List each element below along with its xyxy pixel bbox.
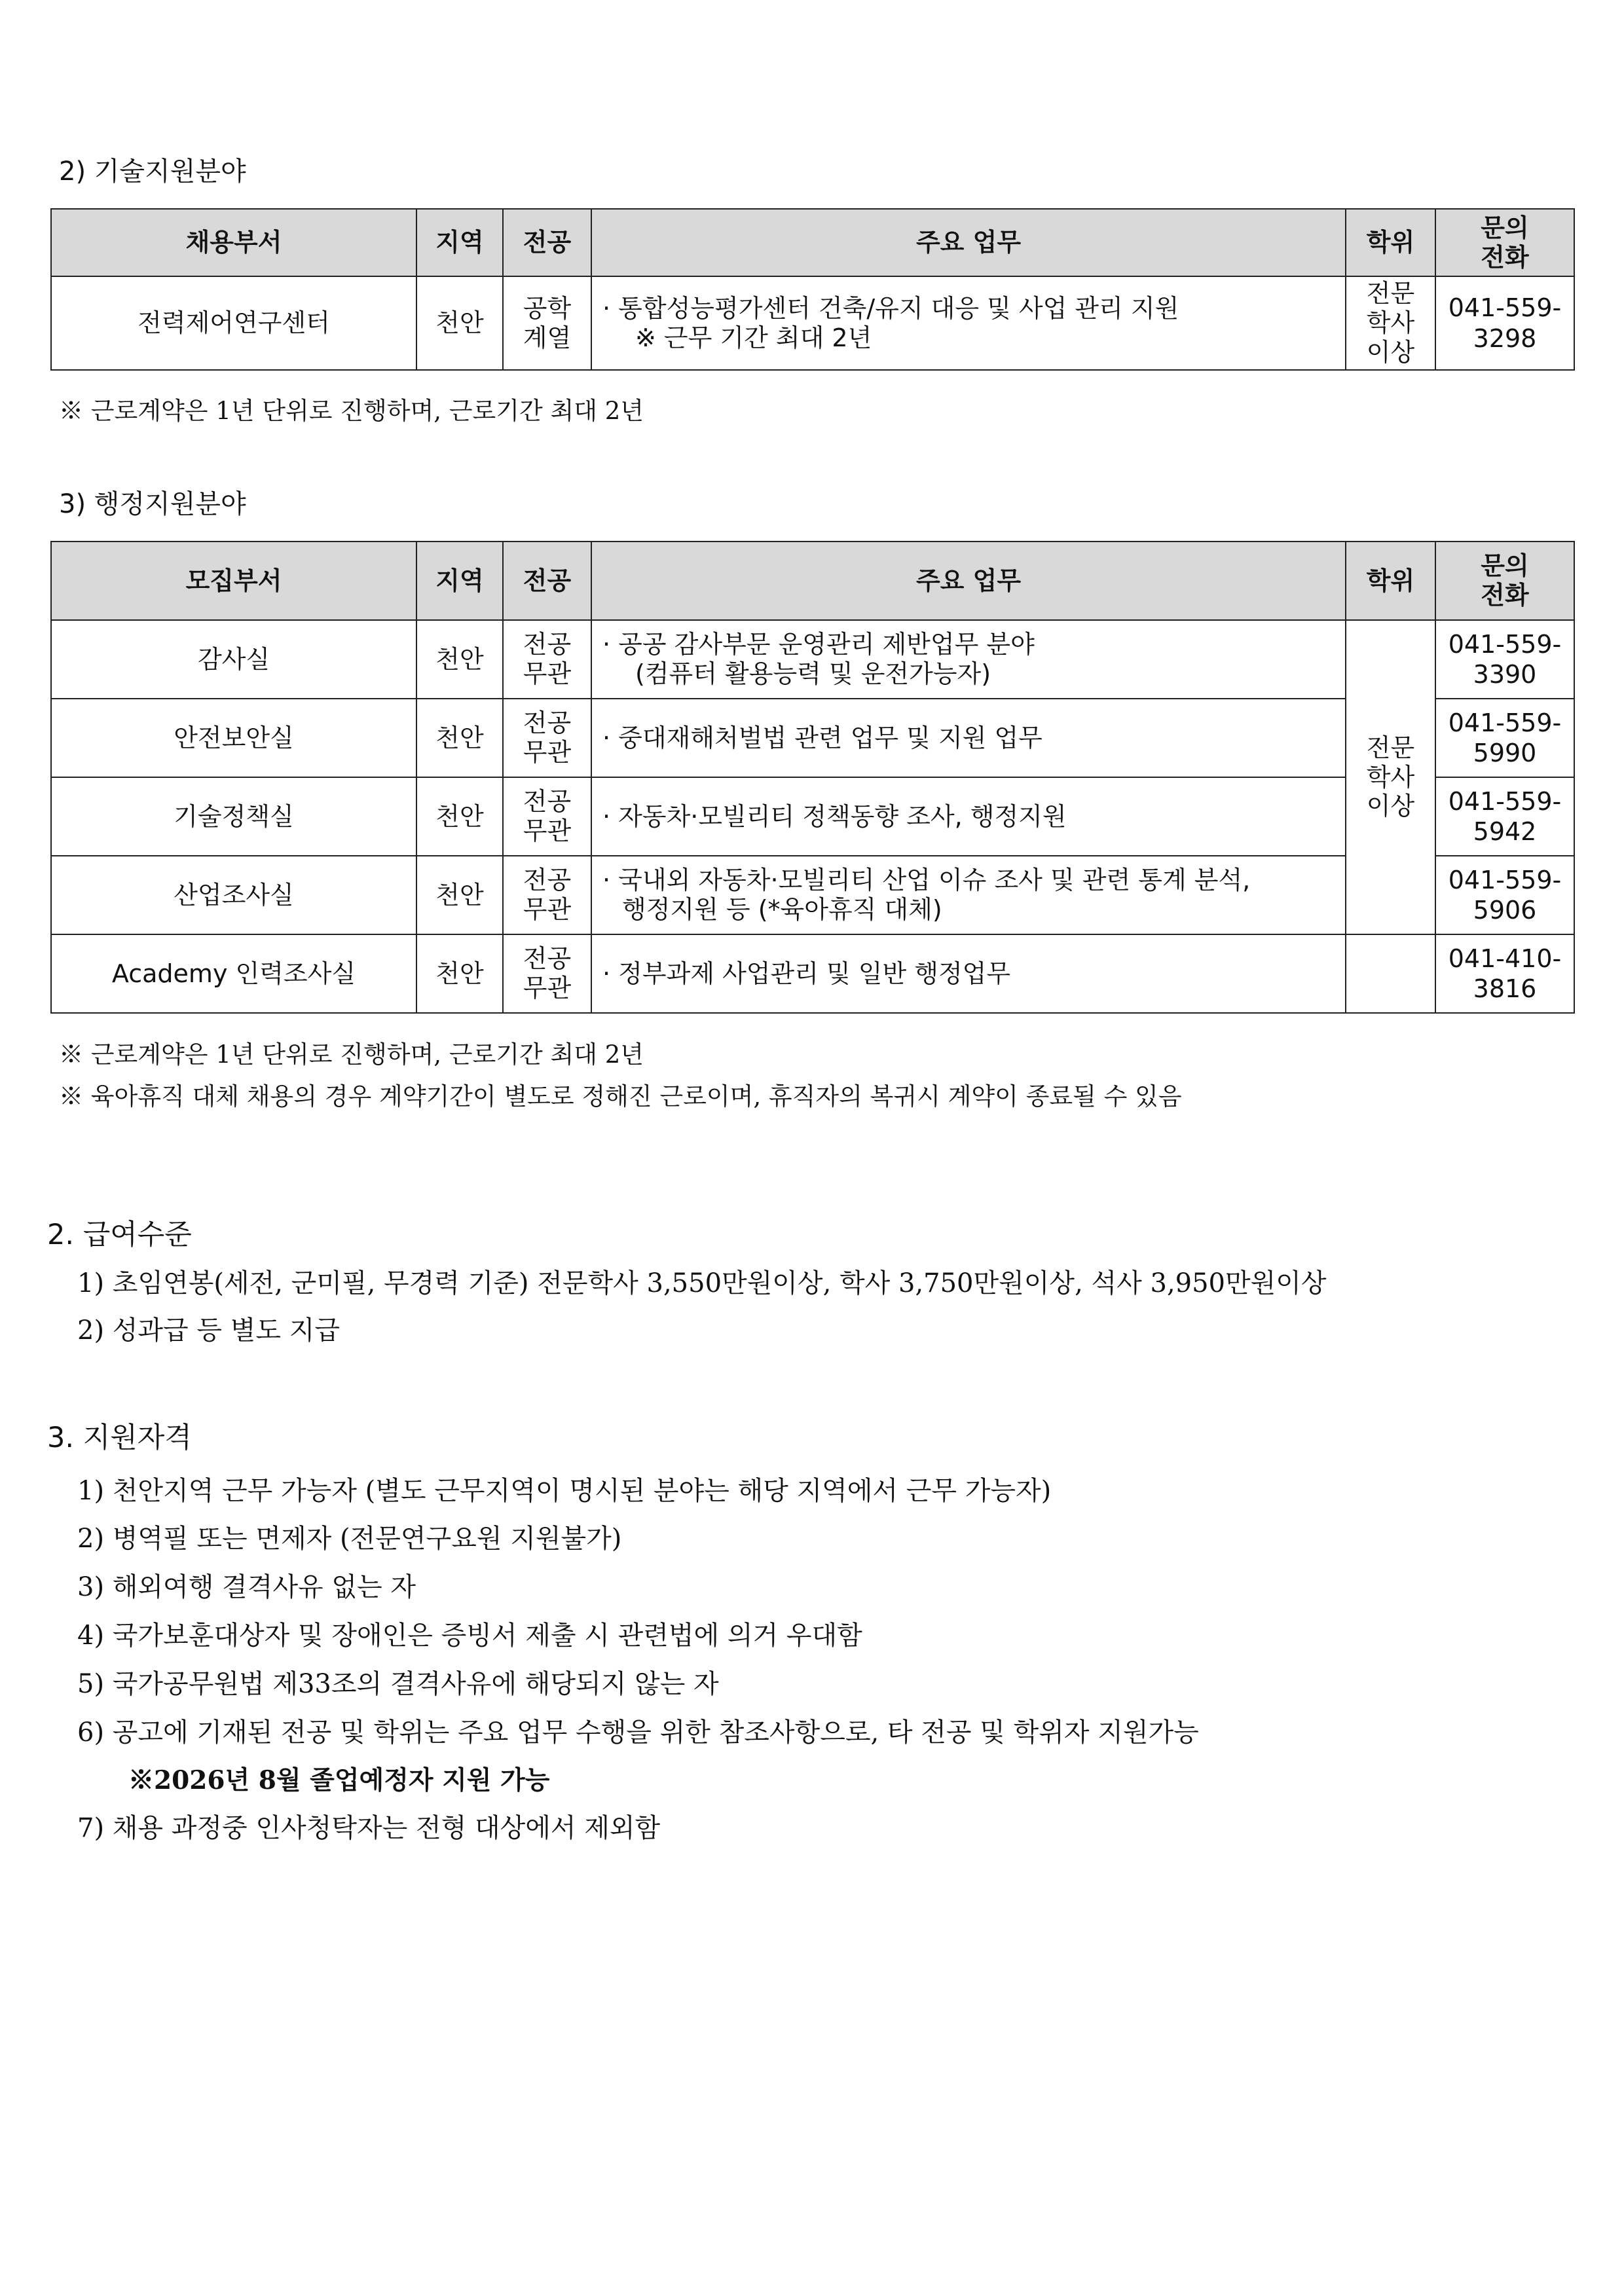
duty-line2: (컴퓨터 활용능력 및 운전가능자) bbox=[635, 659, 991, 688]
phone-cell bbox=[1435, 620, 1574, 699]
degree-line3: 이상 bbox=[1366, 792, 1415, 821]
header-duty: 주요 업무 bbox=[591, 209, 1346, 276]
qualification-item-4: 4) 국가보훈대상자 및 장애인은 증빙서 제출 시 관련법에 의거 우대함 bbox=[77, 1621, 862, 1651]
header-region: 지역 bbox=[416, 209, 503, 276]
degree-line2: 학사 bbox=[1366, 308, 1415, 338]
phone-cell bbox=[1435, 777, 1574, 856]
dept-cell: 전력제어연구센터 bbox=[51, 276, 416, 370]
phone-line1: 041-410- bbox=[1448, 944, 1562, 973]
region-cell: 천안 bbox=[416, 934, 503, 1013]
header-contact bbox=[1435, 209, 1574, 276]
phone-cell bbox=[1435, 856, 1574, 934]
header-contact-line2: 전화 bbox=[1481, 581, 1529, 610]
duty-cell bbox=[591, 699, 1346, 777]
major-line1: 전공 bbox=[523, 944, 572, 974]
salary-item-1: 1) 초임연봉(세전, 군미필, 무경력 기준) 전문학사 3,550만원이상, 학사 3,750만원이상, 석사 3,950만원이상 bbox=[77, 1268, 1327, 1298]
table-row bbox=[51, 276, 1574, 370]
header-degree: 학위 bbox=[1346, 209, 1435, 276]
major-line2: 무관 bbox=[523, 895, 572, 924]
header-contact-line1: 문의 bbox=[1481, 551, 1529, 581]
major-cell bbox=[503, 620, 591, 699]
region-cell: 천안 bbox=[416, 699, 503, 777]
qualification-heading: 3. 지원자격 bbox=[47, 1422, 192, 1454]
major-line1: 공학 bbox=[523, 293, 572, 323]
phone-line1: 041-559- bbox=[1448, 708, 1562, 737]
major-line1: 전공 bbox=[523, 787, 572, 817]
region-cell: 천안 bbox=[416, 620, 503, 699]
degree-line2: 학사 bbox=[1366, 762, 1415, 792]
qualification-item-5: 5) 국가공무원법 제33조의 결격사유에 해당되지 않는 자 bbox=[77, 1669, 719, 1699]
phone-line2: 5942 bbox=[1473, 817, 1537, 846]
major-line2: 무관 bbox=[523, 738, 572, 767]
phone-line2: 3390 bbox=[1473, 660, 1537, 689]
phone-line2: 3816 bbox=[1473, 974, 1537, 1003]
phone-line1: 041-559- bbox=[1448, 786, 1562, 816]
duty-line2: ※ 근무 기간 최대 2년 bbox=[635, 323, 872, 352]
tech-note: ※ 근로계약은 1년 단위로 진행하며, 근로기간 최대 2년 bbox=[59, 397, 644, 425]
region-cell: 천안 bbox=[416, 276, 503, 370]
phone-line2: 3298 bbox=[1473, 323, 1537, 353]
qualification-item-6: 6) 공고에 기재된 전공 및 학위는 주요 업무 수행을 위한 참조사항으로, 타 전공 및 학위자 지원가능 bbox=[77, 1717, 1199, 1748]
duty-cell bbox=[591, 276, 1346, 370]
salary-item-2: 2) 성과급 등 별도 지급 bbox=[77, 1315, 341, 1346]
phone-cell bbox=[1435, 934, 1574, 1013]
qualification-item-1: 1) 천안지역 근무 가능자 (별도 근무지역이 명시된 분야는 해당 지역에서 근무 가능자) bbox=[77, 1476, 1052, 1506]
major-line2: 계열 bbox=[523, 323, 572, 352]
major-line1: 전공 bbox=[523, 866, 572, 895]
region-cell: 천안 bbox=[416, 856, 503, 934]
major-cell bbox=[503, 856, 591, 934]
major-line1: 전공 bbox=[523, 708, 572, 738]
qualification-item-3: 3) 해외여행 결격사유 없는 자 bbox=[77, 1572, 416, 1602]
qualification-item-7: 7) 채용 과정중 인사청탁자는 전형 대상에서 제외함 bbox=[77, 1813, 661, 1843]
admin-table bbox=[50, 541, 1575, 1014]
table-row bbox=[51, 620, 1574, 699]
header-contact bbox=[1435, 542, 1574, 620]
duty-cell bbox=[591, 856, 1346, 934]
header-major: 전공 bbox=[503, 542, 591, 620]
header-contact-line1: 문의 bbox=[1481, 213, 1529, 242]
duty-line1: · 통합성능평가센터 건축/유지 대응 및 사업 관리 지원 bbox=[602, 293, 1179, 323]
major-line1: 전공 bbox=[523, 630, 572, 659]
duty-cell bbox=[591, 777, 1346, 856]
duty-line1: · 공공 감사부문 운영관리 제반업무 분야 bbox=[602, 630, 1035, 659]
admin-note-1: ※ 근로계약은 1년 단위로 진행하며, 근로기간 최대 2년 bbox=[59, 1040, 644, 1069]
region-cell: 천안 bbox=[416, 777, 503, 856]
duty-cell bbox=[591, 934, 1346, 1013]
header-duty: 주요 업무 bbox=[591, 542, 1346, 620]
degree-line1: 전문 bbox=[1366, 733, 1415, 762]
major-cell bbox=[503, 276, 591, 370]
duty-line1: · 자동차·모빌리티 정책동향 조사, 행정지원 bbox=[602, 801, 1067, 831]
dept-cell: 안전보안실 bbox=[51, 699, 416, 777]
phone-line2: 5906 bbox=[1473, 896, 1537, 925]
duty-line1: · 중대재해처벌법 관련 업무 및 지원 업무 bbox=[602, 723, 1043, 752]
admin-section-heading: 3) 행정지원분야 bbox=[59, 489, 246, 519]
admin-note-2: ※ 육아휴직 대체 채용의 경우 계약기간이 별도로 정해진 근로이며, 휴직자의 복귀시 계약이 종료될 수 있음 bbox=[59, 1082, 1182, 1111]
degree-cell bbox=[1346, 620, 1435, 934]
dept-cell: 감사실 bbox=[51, 620, 416, 699]
dept-cell: 기술정책실 bbox=[51, 777, 416, 856]
header-degree: 학위 bbox=[1346, 542, 1435, 620]
phone-cell bbox=[1435, 699, 1574, 777]
degree-line1: 전문 bbox=[1366, 279, 1415, 308]
degree-cell bbox=[1346, 276, 1435, 370]
phone-line1: 041-559- bbox=[1448, 293, 1562, 323]
major-cell bbox=[503, 699, 591, 777]
tech-table bbox=[50, 208, 1575, 371]
duty-line2: 행정지원 등 (*육아휴직 대체) bbox=[622, 895, 942, 924]
phone-line1: 041-559- bbox=[1448, 629, 1562, 659]
major-line2: 무관 bbox=[523, 659, 572, 688]
qualification-subnote: ※2026년 8월 졸업예정자 지원 가능 bbox=[128, 1765, 550, 1795]
qualification-item-2: 2) 병역필 또는 면제자 (전문연구요원 지원불가) bbox=[77, 1524, 622, 1554]
dept-cell: 산업조사실 bbox=[51, 856, 416, 934]
duty-line1: · 정부과제 사업관리 및 일반 행정업무 bbox=[602, 959, 1011, 988]
dept-cell: Academy 인력조사실 bbox=[51, 934, 416, 1013]
major-line2: 무관 bbox=[523, 817, 572, 845]
tech-section-heading: 2) 기술지원분야 bbox=[59, 156, 246, 187]
major-cell bbox=[503, 934, 591, 1013]
phone-line1: 041-559- bbox=[1448, 865, 1562, 894]
duty-cell bbox=[591, 620, 1346, 699]
header-region: 지역 bbox=[416, 542, 503, 620]
duty-line1: · 국내외 자동차·모빌리티 산업 이슈 조사 및 관련 통계 분석, bbox=[602, 866, 1251, 895]
degree-empty-cell bbox=[1346, 934, 1435, 1013]
phone-line2: 5990 bbox=[1473, 739, 1537, 767]
header-dept: 모집부서 bbox=[51, 542, 416, 620]
major-line2: 무관 bbox=[523, 974, 572, 1002]
header-contact-line2: 전화 bbox=[1481, 242, 1529, 272]
header-dept: 채용부서 bbox=[51, 209, 416, 276]
salary-heading: 2. 급여수준 bbox=[47, 1219, 192, 1251]
major-cell bbox=[503, 777, 591, 856]
header-major: 전공 bbox=[503, 209, 591, 276]
degree-line3: 이상 bbox=[1366, 337, 1415, 367]
phone-cell bbox=[1435, 276, 1574, 370]
table-row bbox=[51, 934, 1574, 1013]
